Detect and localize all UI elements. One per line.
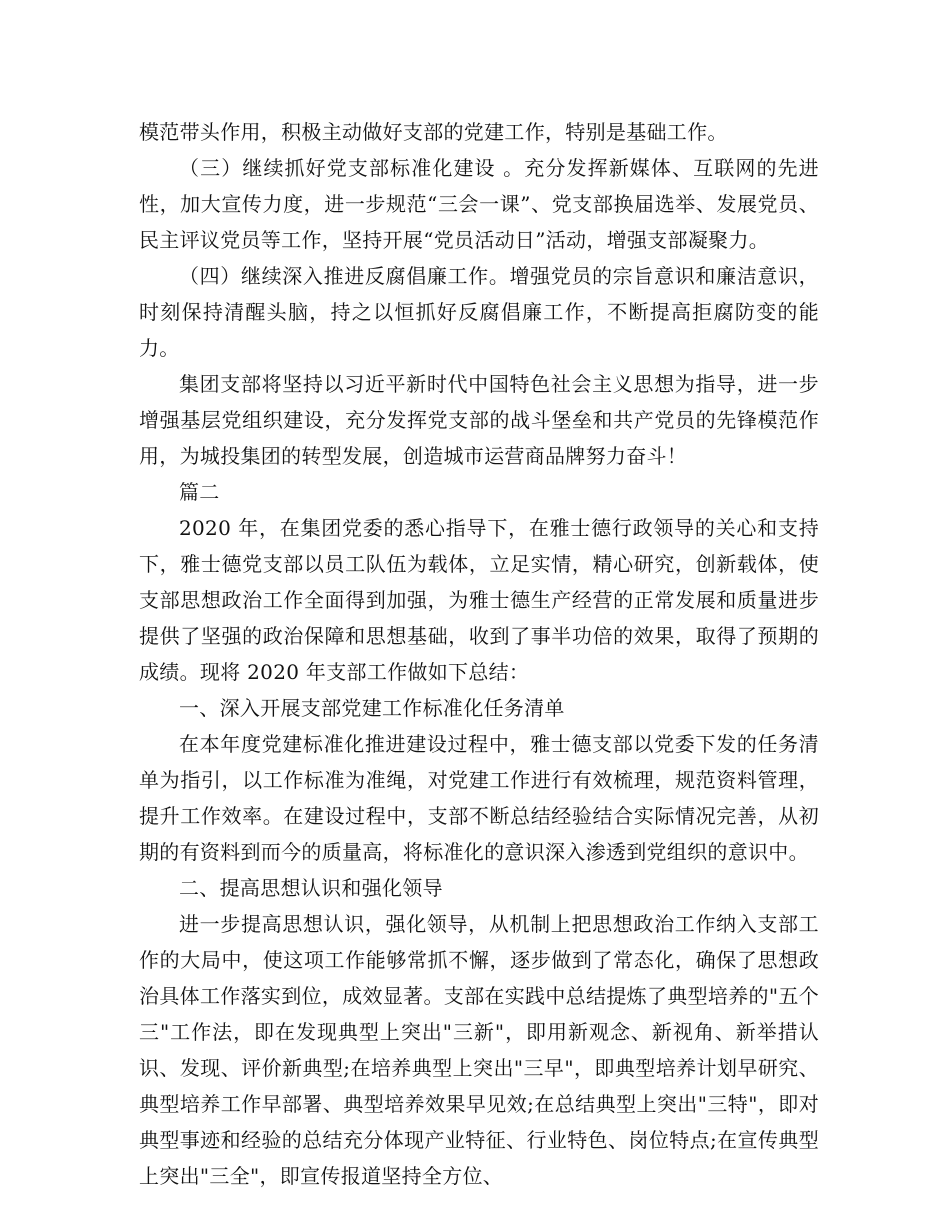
paragraph-continuation: 模范带头作用，积极主动做好支部的党建工作，特别是基础工作。 [139, 120, 728, 144]
heading-two: 二、提高思想认识和强化领导 [179, 876, 443, 900]
paragraph-intro-2020: 2020 年，在集团党委的悉心指导下，在雅士德行政领导的关心和支持下，雅士德党支部以员工队伍为载体，立足实情，精心研究，创新载体，使支部思想政治工作全面得到加强，为雅士德生产经营的正常发展和质量进步提供了坚强的政治保障和思想基础，收到了事半功倍的效果，取得了预期的成绩。现将 2020 年支部工作做如下总结： [139, 516, 819, 684]
document-body [139, 114, 819, 1194]
paragraph-thinking: 进一步提高思想认识，强化领导，从机制上把思想政治工作纳入支部工作的大局中，使这项工作能够常抓不懈，逐步做到了常态化，确保了思想政治具体工作落实到位，成效显著。支部在实践中总结提炼了典型培养的"五个三"工作法，即在发现典型上突出"三新"，即用新观念、新视角、新举措认识、发现、评价新典型;在培养典型上突出"三早"，即典型培养计划早研究、典型培养工作早部署、典型培养效果早见效;在总结典型上突出"三特"，即对典型事迹和经验的总结充分体现产业特征、行业特色、岗位特点;在宣传典型上突出"三全"，即宣传报道坚持全方位、 [139, 912, 819, 1188]
paragraph-item-four: （四）继续深入推进反腐倡廉工作。增强党员的宗旨意识和廉洁意识，时刻保持清醒头脑，持之以恒抓好反腐倡廉工作，不断提高拒腐防变的能力。 [139, 264, 819, 360]
paragraph-item-three: （三）继续抓好党支部标准化建设 。充分发挥新媒体、互联网的先进性，加大宣传力度，进一步规范“三会一课”、党支部换届选举、发展党员、民主评议党员等工作，坚持开展“党员活动日”活动，增强支部凝聚力。 [139, 156, 819, 252]
section-heading-part-two: 篇二 [179, 480, 220, 504]
paragraph-closing: 集团支部将坚持以习近平新时代中国特色社会主义思想为指导，进一步增强基层党组织建设，充分发挥党支部的战斗堡垒和共产党员的先锋模范作用，为城投集团的转型发展，创造城市运营商品牌努力奋斗！ [139, 372, 819, 468]
paragraph-standardization: 在本年度党建标准化推进建设过程中，雅士德支部以党委下发的任务清单为指引，以工作标准为准绳，对党建工作进行有效梳理，规范资料管理，提升工作效率。在建设过程中，支部不断总结经验结合实际情况完善，从初期的有资料到而今的质量高，将标准化的意识深入渗透到党组织的意识中。 [139, 732, 819, 864]
heading-one: 一、深入开展支部党建工作标准化任务清单 [179, 696, 565, 720]
